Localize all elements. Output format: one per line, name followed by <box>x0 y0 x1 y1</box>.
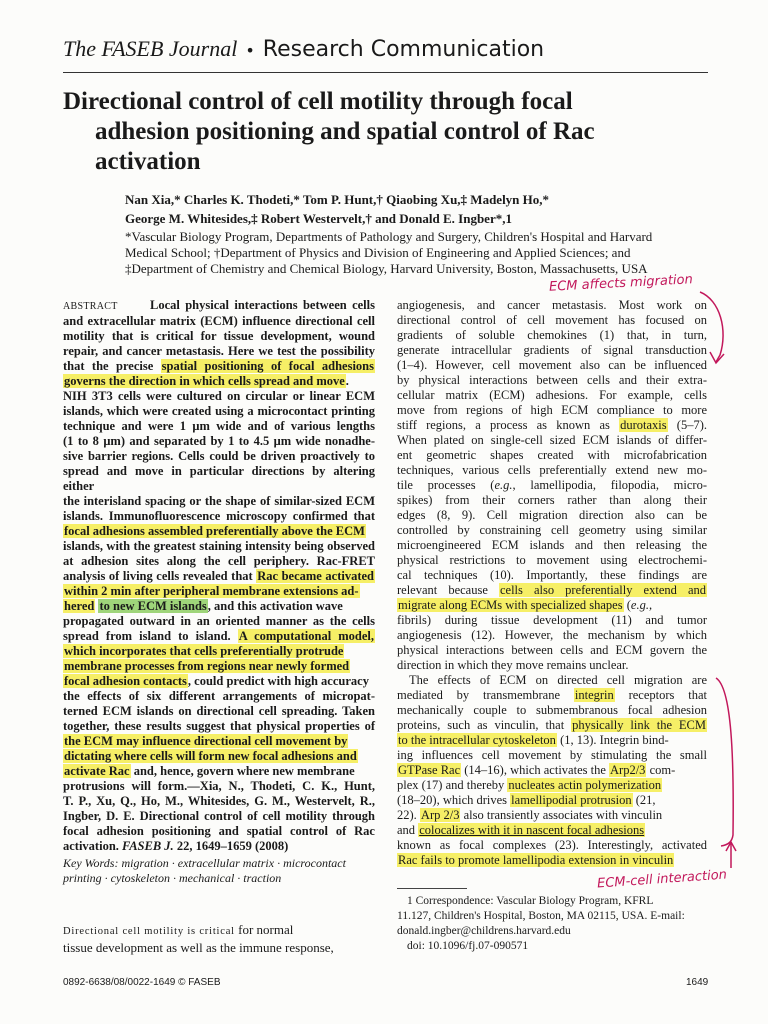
bracket-right <box>716 678 733 846</box>
highlight: cells also preferentially extend and <box>499 583 707 597</box>
highlight: which incorporates that cells preferentially protrude <box>64 644 344 658</box>
body-right-column <box>397 298 707 868</box>
body-line: physical restrictions to movement using electrochemi- <box>397 553 707 567</box>
abstract-line: ABSTRACT Local physical interactions between cells <box>63 298 375 312</box>
title-line: activation <box>95 148 201 175</box>
affiliations <box>125 229 715 277</box>
highlight: migrate along ECMs with specialized shapes <box>398 598 623 612</box>
footnote <box>397 894 707 954</box>
highlight: spatial positioning of focal adhesions <box>161 359 374 373</box>
title-line: adhesion positioning and spatial control of Rac <box>95 118 595 145</box>
highlight: physically link the ECM <box>572 718 706 732</box>
body-line: and colocalizes with it in nascent focal adhesions <box>397 823 645 837</box>
author-list <box>125 190 715 228</box>
highlight: nucleates actin polymerization <box>508 778 662 792</box>
body-line: to the intracellular cytoskeleton (1, 13). Integrin bind- <box>398 733 669 747</box>
abstract-label: ABSTRACT <box>63 301 118 312</box>
body-line: gradients of soluble chemokines (1) that, in turn, <box>397 328 707 342</box>
abstract-line: governs the direction in which cells spread and move. <box>64 374 349 388</box>
highlight: activate Rac <box>64 764 130 778</box>
highlight: dictating where cells will form new focal adhesions and <box>64 749 357 763</box>
footnote-line: 11.127, Children's Hospital, Boston, MA 02115, USA. E-mail: <box>397 910 685 922</box>
highlight: the ECM may influence directional cell movement by <box>64 734 348 748</box>
highlight: Rac fails to promote lamellipodia extension in vinculin <box>398 853 674 867</box>
body-line: microengineered ECM islands and then releasing the <box>397 538 707 552</box>
body-line: 22). Arp 2/3 also transiently associates with vinculin <box>397 808 663 822</box>
body-line: cellular matrix (ECM) adhesions. For example, cells <box>397 388 707 402</box>
abstract-line: the interisland spacing or the shape of similar-sized ECM <box>63 494 375 508</box>
abstract-line: activate Rac and, hence, govern where new membrane <box>64 764 355 778</box>
arrow-head-bottom <box>726 842 736 851</box>
abstract-line: islands, which were created using a microcontact printing <box>63 404 375 418</box>
highlight-green: to new ECM islands <box>99 599 207 613</box>
small-caps-lead: Directional cell motility is critical <box>63 926 235 937</box>
body-line: controlled by constraining cell geometry using similar <box>397 523 707 537</box>
abstract <box>63 298 375 854</box>
body-line: mechanically couple to submembranous focal adhesion <box>397 703 707 717</box>
abstract-line: at adhesion sites along the cell periphery. Rac-FRET <box>63 554 375 568</box>
footnote-rule <box>397 888 467 889</box>
abstract-line: NIH 3T3 cells were cultured on circular or linear ECM <box>63 389 375 403</box>
abstract-line: hered to new ECM islands, and this activation wave <box>64 599 343 613</box>
abstract-line <box>63 749 375 764</box>
abstract-line: analysis of living cells revealed that Rac became activated <box>63 569 374 583</box>
highlight: durotaxis <box>620 418 667 432</box>
body-line: generate intracellular gradients of signal transduction <box>397 343 707 357</box>
abstract-line <box>63 584 375 599</box>
keywords-line: Key Words: migration · extracellular matrix · microcontact <box>63 856 346 870</box>
body-line: mediated by transmembrane integrin receptors that <box>397 688 707 702</box>
abstract-line: and extracellular matrix (ECM) influence directional cell <box>63 314 375 328</box>
body-line: directional control of cell movement has focused on <box>397 313 707 327</box>
highlight: focal adhesion contacts <box>64 674 187 688</box>
highlight: governs the direction in which cells spread and move <box>64 374 345 388</box>
body-line: move from regions of high ECM compliance to more <box>397 403 707 417</box>
keywords-line: printing · cytoskeleton · mechanical · traction <box>63 871 282 885</box>
abstract-line: terned ECM islands on directional cell spreading. Taken <box>63 704 375 718</box>
highlight: focal adhesions assembled preferentially above the ECM <box>64 524 365 538</box>
abstract-line: motility that is critical for tissue development, wound <box>63 329 375 343</box>
abstract-line: focal adhesion contacts, could predict with high accuracy <box>64 674 369 688</box>
body-line: migrate along ECMs with specialized shapes (e.g., <box>398 598 653 612</box>
article-title <box>63 87 683 177</box>
abstract-line: protrusions will form.—Xia, N., Thodeti, C. K., Hunt, <box>63 779 375 793</box>
affiliation-line: *Vascular Biology Program, Departments of Pathology and Surgery, Children's Hospital and Harvard <box>125 229 653 244</box>
abstract-line <box>63 524 375 539</box>
body-line: angiogenesis, and cancer metastasis. Most work on <box>397 298 707 312</box>
handwritten-note-ecm-affects-migration: ECM affects migration <box>548 272 694 295</box>
highlight: GTPase Rac <box>398 763 461 777</box>
body-line: spikes) from their corners rather than along their <box>397 493 707 507</box>
body-line: relevant because cells also preferentially extend and <box>397 583 707 597</box>
header-rule <box>63 72 708 73</box>
highlight: membrane processes from regions near newly formed <box>64 659 350 673</box>
body-line: by physical interactions between cells and their extra- <box>397 373 707 387</box>
highlight: A computational model, <box>238 629 374 643</box>
body-line: direction in which they move remains unclear. <box>397 658 629 672</box>
body-line: (1–4). However, cell movement also can be influenced <box>397 358 707 372</box>
highlight: Arp2/3 <box>610 763 646 777</box>
body-line: plex (17) and thereby nucleates actin polymerization <box>397 778 662 792</box>
intro-paragraph <box>63 922 375 956</box>
highlight: lamellipodial protrusion <box>511 793 632 807</box>
footnote-line: 1 Correspondence: Vascular Biology Program, KFRL <box>407 895 654 907</box>
highlight: hered <box>64 599 95 613</box>
author-line: Nan Xia,* Charles K. Thodeti,* Tom P. Hunt,† Qiaobing Xu,‡ Madelyn Ho,* <box>125 192 550 207</box>
body-line: (18–20), which drives lamellipodial protrusion (21, <box>397 793 656 807</box>
abstract-line <box>63 659 375 674</box>
handwritten-note-ecm-cell-interaction: ECM-cell interaction <box>596 867 728 892</box>
abstract-line: propagated outward in an oriented manner as the cells <box>63 614 375 628</box>
body-line: stiff regions, a process as known as durotaxis (5–7). <box>397 418 707 432</box>
highlight: Arp 2/3 <box>420 808 460 822</box>
intro-line: Directional cell motility is critical for normal <box>63 922 294 937</box>
abstract-line: islands, with the greatest staining intensity being observed <box>63 539 375 553</box>
arrow-head-top <box>710 352 724 363</box>
body-line: tile processes (e.g., lamellipodia, filopodia, micro- <box>397 478 707 492</box>
abstract-line: Ingber, D. E. Directional control of cell motility through <box>63 809 375 823</box>
footer-issn: 0892-6638/08/0022-1649 © FASEB <box>63 977 221 988</box>
body-line: GTPase Rac (14–16), which activates the Arp2/3 com- <box>398 763 676 777</box>
abstract-line: sive barrier regions. Cells could be driven proactively to <box>63 449 375 463</box>
footnote-line: donald.ingber@childrens.harvard.edu <box>397 925 571 937</box>
body-line: When plated on single-cell sized ECM islands of differ- <box>397 433 707 447</box>
highlight: integrin <box>574 688 614 702</box>
body-line: The effects of ECM on directed cell migration are <box>409 673 707 687</box>
author-line: George M. Whitesides,‡ Robert Westervelt,† and Donald E. Ingber*,1 <box>125 211 512 226</box>
body-line: angiogenesis (12). However, the mechanism by which <box>397 628 707 642</box>
abstract-line: repair, and cancer metastasis. Here we test the possibility <box>63 344 375 358</box>
body-line: edges (8, 9). Cell migration direction also can be <box>397 508 707 522</box>
abstract-line: spread and move in particular directions by altering either <box>63 464 375 493</box>
body-line: techniques, various cells preferentially extend new mo- <box>397 463 707 477</box>
abstract-line: focal adhesion positioning and spatial control of Rac <box>63 824 375 838</box>
footnote-line: doi: 10.1096/fj.07-090571 <box>407 940 529 952</box>
highlight: Rac became activated <box>257 569 374 583</box>
abstract-line: spread from island to island. A computational model, <box>63 629 374 643</box>
title-line: Directional control of cell motility through focal <box>63 88 573 115</box>
keywords <box>63 856 375 886</box>
journal-name: The FASEB Journal <box>63 36 238 61</box>
body-line: proteins, such as vinculin, that physically link the ECM <box>397 718 706 732</box>
abstract-line: islands. Immunofluorescence microscopy confirmed that <box>63 509 375 523</box>
page-number: 1649 <box>686 977 709 988</box>
highlight: colocalizes with it in nascent focal adhesions <box>419 823 645 837</box>
intro-line: tissue development as well as the immune response, <box>63 940 334 955</box>
header-bullet: • <box>245 41 255 60</box>
highlight: within 2 min after peripheral membrane extensions ad- <box>64 584 359 598</box>
affiliation-line: ‡Department of Chemistry and Chemical Biology, Harvard University, Boston, Massachusetts, USA <box>125 261 648 276</box>
body-line: known as focal complexes (23). Interestingly, activated <box>397 838 707 852</box>
body-line: ing influences cell movement by stimulating the small <box>397 748 707 762</box>
abstract-line: technique and were 1 μm wide and of various lengths <box>63 419 375 433</box>
body-line: physical interactions between cells and ECM govern the <box>397 643 707 657</box>
abstract-line: T. P., Xu, Q., Ho, M., Whitesides, G. M., Westervelt, R., <box>63 794 375 808</box>
body-line: fibrils) during tissue development (11) and tumor <box>397 613 707 627</box>
abstract-line: together, these results suggest that physical properties of <box>63 719 375 733</box>
journal-header <box>63 36 544 62</box>
abstract-line: activation. FASEB J. 22, 1649–1659 (2008) <box>63 839 289 853</box>
body-line <box>397 853 707 868</box>
section-name: Research Communication <box>262 37 545 62</box>
abstract-line <box>63 644 375 659</box>
body-line: cal techniques (10). Importantly, these findings are <box>397 568 707 582</box>
abstract-line <box>63 734 375 749</box>
abstract-line: the effects of six different arrangements of micropat- <box>63 689 375 703</box>
abstract-line: that the precise spatial positioning of focal adhesions <box>63 359 374 373</box>
affiliation-line: Medical School; †Department of Physics and Division of Engineering and Applied Sciences; and <box>125 245 631 260</box>
body-line: ent geometric shapes created with microfabrication <box>397 448 707 462</box>
highlight: to the intracellular cytoskeleton <box>398 733 556 747</box>
abstract-line: (1 to 8 μm) and separated by 1 to 4.5 μm wide nonadhe- <box>63 434 375 448</box>
